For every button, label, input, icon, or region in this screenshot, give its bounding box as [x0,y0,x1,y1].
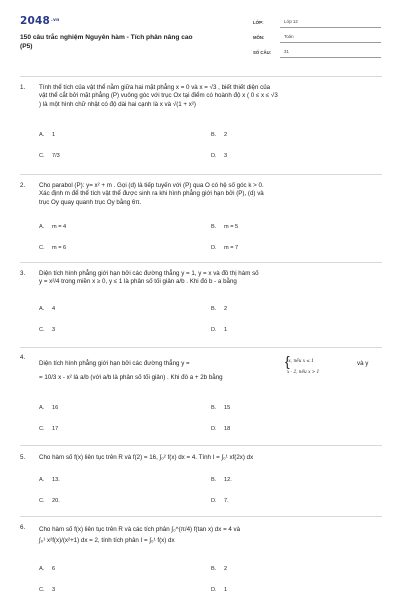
document-title [20,33,250,51]
option-value: 7/3 [52,153,60,159]
meta-key: MÔN: [253,35,265,40]
option-letter: C. [39,498,45,504]
option-value: 1 [224,327,228,333]
option-letter: D. [211,426,217,432]
question-text [39,454,382,462]
question-line: Cho hàm số f(x) liên tục trên R và các tích phân ∫₀^(π/4) f(tan x) dx = 4 và [39,526,241,533]
question-text [39,182,382,207]
question-text [39,270,382,287]
meta-value: Lớp 12 [280,19,381,28]
option-b[interactable] [211,223,238,231]
option-b[interactable] [211,476,232,484]
meta-box [253,13,381,58]
option-c[interactable] [39,326,55,334]
option-b[interactable] [211,565,227,573]
logo-suffix: .vn [51,18,60,23]
question-1 [20,76,382,178]
option-letter: D. [211,153,217,159]
question-4 [20,347,382,447]
option-a[interactable] [39,404,58,412]
option-value: 6 [52,566,56,572]
option-letter: A. [39,132,45,138]
option-c[interactable] [39,497,60,505]
option-value: 2 [224,132,228,138]
question-line: = 10/3 x - x² là a/b (với a/b là phân số tối giản) . Khi đó a + 2b bằng [39,374,223,381]
option-value: 3 [52,327,56,333]
option-b[interactable] [211,131,227,139]
meta-value: Toán [280,34,381,43]
option-d[interactable] [211,586,227,594]
option-value: 15 [224,405,231,411]
question-2 [20,174,382,264]
option-letter: C. [39,587,45,593]
option-value: 3 [224,153,228,159]
option-c[interactable] [39,152,60,160]
option-letter: C. [39,245,45,251]
option-a[interactable] [39,131,55,139]
question-line: y = x²/4 trong miền x ≥ 0, y ≤ 1 là phân số tối giản a/b . Khi đó b - a bằng [39,278,237,286]
option-value: 1 [224,587,228,593]
option-letter: A. [39,405,45,411]
question-5 [20,445,382,517]
question-text [39,84,382,109]
question-line: Diện tích hình phẳng giới hạn bởi các đường thẳng y = [39,360,190,367]
question-line-row [39,348,382,374]
option-value: 3 [52,587,56,593]
question-line: trục Oy quay quanh trục Oy bằng 6π. [39,198,142,206]
question-number: 2. [20,182,26,189]
question-line: vật thể cắt bởi mặt phẳng (P) vuông góc với trục Ox tại điểm có hoành độ x ( 0 ≤ x ≤ √3 [39,92,278,100]
option-letter: B. [211,132,217,138]
question-text [39,524,382,546]
option-value: 18 [224,426,231,432]
question-number: 6. [20,524,26,531]
document-title-part: (P5) [20,43,33,50]
option-letter: B. [211,477,217,483]
question-number: 1. [20,84,26,91]
option-value: m = 4 [52,224,67,230]
option-value: 2 [224,306,228,312]
question-line: Xác định m để thể tích vật thể được sinh ra khi hình phẳng giới hạn bởi (P), (d) và [39,190,264,198]
logo-text: 2048 [20,15,51,27]
option-d[interactable] [211,497,229,505]
option-letter: C. [39,327,45,333]
option-value: 1 [52,132,56,138]
option-d[interactable] [211,152,227,160]
option-value: m = 5 [224,224,239,230]
option-letter: B. [211,224,217,230]
option-a[interactable] [39,476,60,484]
document-title-line: 150 câu trắc nghiệm Nguyên hàm - Tích phân nâng cao [20,34,193,41]
meta-value: 31 [280,49,381,58]
question-line: Tính thể tích của vật thể nằm giữa hai mặt phẳng x = 0 và x = √3 , biết thiết diện của [39,84,271,91]
option-letter: B. [211,306,217,312]
question-6 [20,516,382,600]
option-value: 4 [52,306,56,312]
option-value: 7. [224,498,229,504]
meta-row-count [253,43,381,58]
question-number: 3. [20,270,26,277]
option-a[interactable] [39,305,55,313]
document-header [0,0,400,62]
option-letter: A. [39,566,45,572]
option-value: 13. [52,477,60,483]
option-letter: C. [39,153,45,159]
option-value: 20. [52,498,60,504]
option-letter: A. [39,224,45,230]
option-letter: D. [211,498,217,504]
meta-row-class [253,13,381,28]
question-line: ) là một hình chữ nhật có độ dài hai cạnh là x và √(1 + x²) [39,100,196,108]
piece-case: x - 2, nếu x > 1 [287,369,320,374]
option-b[interactable] [211,404,230,412]
option-letter: D. [211,245,217,251]
piecewise-cases [287,355,319,377]
option-letter: D. [211,587,217,593]
option-letter: A. [39,306,45,312]
meta-key: SỐ CÂU: [253,50,272,55]
option-a[interactable] [39,565,55,573]
option-c[interactable] [39,244,66,252]
option-value: 12. [224,477,232,483]
question-number: 5. [20,454,26,461]
question-line: Diện tích hình phẳng giới hạn bởi các đường thẳng y = 1, y = x và đồ thị hàm số [39,270,259,277]
option-a[interactable] [39,223,66,231]
question-3 [20,262,382,348]
option-b[interactable] [211,305,227,313]
question-line: và y [357,360,369,367]
option-letter: A. [39,477,45,483]
option-d[interactable] [211,244,238,252]
option-value: 17 [52,426,59,432]
question-number: 4. [20,354,26,361]
question-text [39,348,382,382]
option-value: m = 6 [52,245,67,251]
option-letter: B. [211,566,217,572]
site-logo[interactable] [20,15,59,27]
piece-case: -x, nếu x ≤ 1 [287,358,314,363]
option-value: 16 [52,405,59,411]
option-c[interactable] [39,425,58,433]
brace-icon: { [285,353,290,369]
meta-key: LỚP: [253,20,264,25]
option-d[interactable] [211,425,230,433]
question-line: ∫₀¹ x²f(x)/(x²+1) dx = 2, tính tích phân I = ∫₀¹ f(x) dx [39,537,175,544]
option-c[interactable] [39,586,55,594]
option-letter: D. [211,327,217,333]
question-line: Cho parabol (P): y= x² + m . Gọi (d) là tiếp tuyến với (P) qua O có hệ số góc k > 0. [39,182,264,189]
option-value: m = 7 [224,245,239,251]
meta-row-subject [253,28,381,43]
question-line: Cho hàm số f(x) liên tục trên R và f(2) = 16, ∫₀² f(x) dx = 4. Tính I = ∫₀¹ xf(2x) dx [39,454,254,461]
option-letter: B. [211,405,217,411]
option-value: 2 [224,566,228,572]
option-letter: C. [39,426,45,432]
option-d[interactable] [211,326,227,334]
